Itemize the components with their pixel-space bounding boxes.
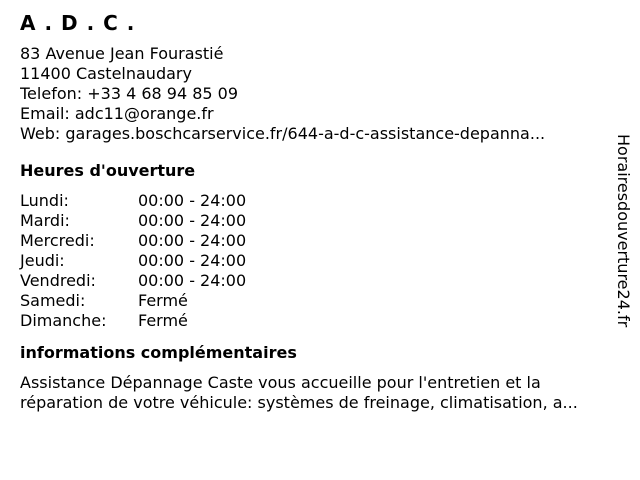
hours-heading: Heures d'ouverture	[20, 161, 196, 180]
hours-time: 00:00 - 24:00	[138, 231, 247, 250]
address-line-2: 11400 Castelnaudary	[20, 64, 192, 83]
hours-time: Fermé	[138, 311, 188, 330]
hours-row	[20, 271, 610, 291]
hours-time: 00:00 - 24:00	[138, 271, 247, 290]
hours-day: Jeudi:	[20, 251, 65, 270]
address-line-1: 83 Avenue Jean Fourastié	[20, 44, 224, 63]
hours-row	[20, 211, 610, 231]
site-watermark: Horairesdouverture24.fr	[614, 134, 633, 328]
hours-day: Mercredi:	[20, 231, 95, 250]
hours-time: 00:00 - 24:00	[138, 211, 247, 230]
info-heading: informations complémentaires	[20, 343, 297, 362]
hours-day: Mardi:	[20, 211, 70, 230]
hours-day: Lundi:	[20, 191, 69, 210]
hours-time: 00:00 - 24:00	[138, 251, 247, 270]
info-description-line-2: réparation de votre véhicule: systèmes de freinage, climatisation, a...	[20, 393, 578, 412]
phone-line: Telefon: +33 4 68 94 85 09	[20, 84, 239, 103]
hours-time: 00:00 - 24:00	[138, 191, 247, 210]
business-card	[20, 10, 610, 413]
hours-row	[20, 191, 610, 211]
hours-time: Fermé	[138, 291, 188, 310]
hours-row	[20, 291, 610, 311]
hours-day: Dimanche:	[20, 311, 107, 330]
hours-day: Samedi:	[20, 291, 86, 310]
business-name: A . D . C .	[20, 11, 136, 35]
hours-row	[20, 251, 610, 271]
info-description-line-1: Assistance Dépannage Caste vous accueille pour l'entretien et la	[20, 373, 541, 392]
hours-row	[20, 231, 610, 251]
email-line: Email: adc11@orange.fr	[20, 104, 214, 123]
hours-row	[20, 311, 610, 331]
hours-table	[20, 191, 610, 331]
web-line: Web: garages.boschcarservice.fr/644-a-d-c-assistance-depanna...	[20, 124, 546, 143]
hours-day: Vendredi:	[20, 271, 96, 290]
